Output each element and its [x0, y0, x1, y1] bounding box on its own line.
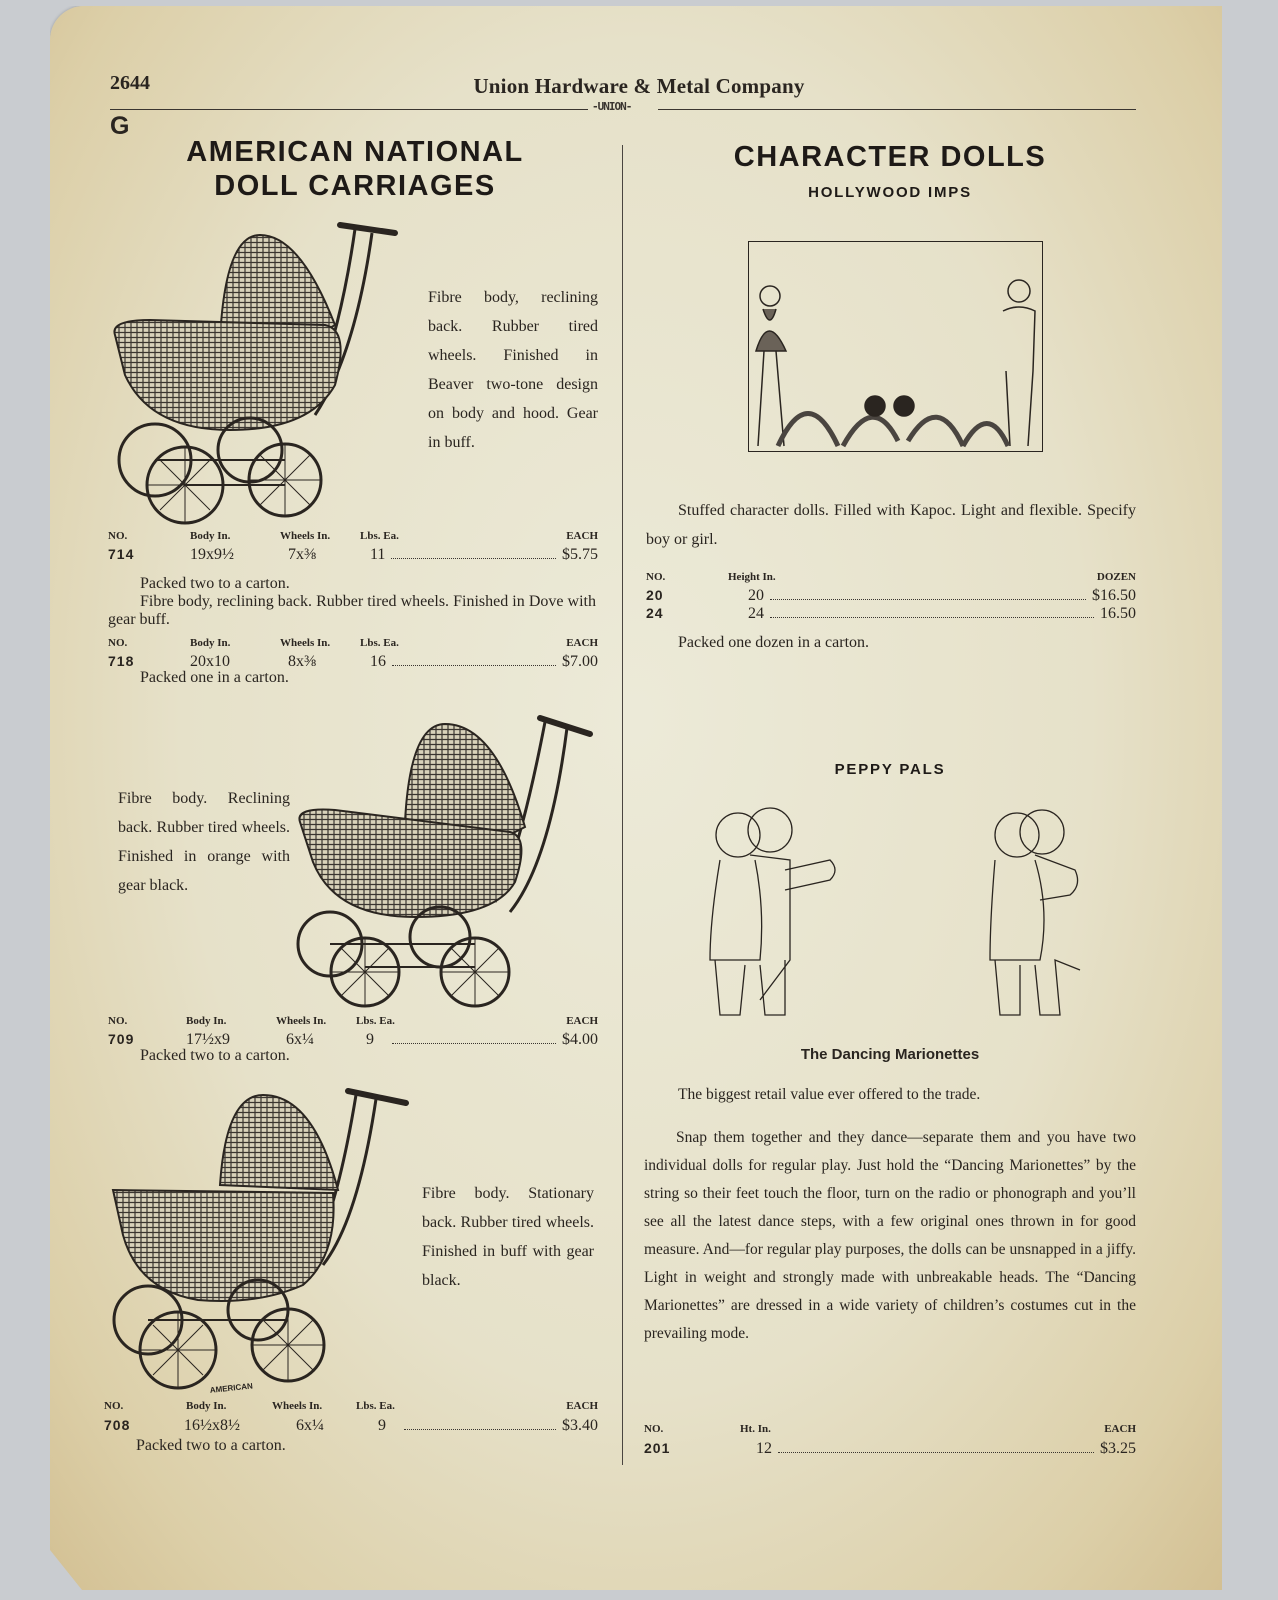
weight: 9 — [378, 1417, 386, 1434]
product-718-description: Fibre body, reclining back. Rubber tired wheels. Finished in Dove with gear buff. — [108, 593, 596, 628]
body-size: 19x9½ — [190, 546, 234, 563]
col-no: NO. — [108, 637, 128, 649]
col-no: NO. — [104, 1400, 124, 1412]
height: 12 — [756, 1440, 772, 1457]
header-rule-right — [658, 109, 1136, 110]
spec-row-714 — [108, 546, 598, 564]
product-708-description: Fibre body. Stationary back. Rubber tired wheels. Finished in buff with gear black. — [422, 1185, 594, 1289]
product-709-description: Fibre body. Reclining back. Rubber tired wheels. Finished in orange with gear black. — [118, 790, 290, 894]
col-height: Height In. — [728, 571, 776, 583]
section-letter: G — [110, 112, 130, 140]
body-size: 16½x8½ — [184, 1417, 240, 1434]
hollywood-row-24 — [646, 604, 1136, 623]
col-wheels: Wheels In. — [280, 637, 331, 649]
weight: 9 — [366, 1031, 374, 1048]
wheel-size: 7x⅜ — [288, 546, 316, 563]
weight: 11 — [370, 546, 386, 563]
wheel-size: 8x⅜ — [288, 653, 316, 670]
dancing-marionettes-caption — [690, 1046, 1090, 1064]
item-no: 718 — [108, 653, 135, 669]
height: 20 — [748, 587, 764, 604]
col-body: Body In. — [186, 1400, 227, 1412]
item-no: 708 — [104, 1417, 131, 1433]
packing-708: Packed two to a carton. — [136, 1437, 286, 1454]
col-lbs: Lbs. Ea. — [360, 637, 399, 649]
hollywood-imps-description: Stuffed character dolls. Filled with Kapoc. Light and flexible. Specify boy or girl. — [646, 502, 1136, 548]
col-body: Body In. — [186, 1015, 227, 1027]
col-height: Ht. In. — [740, 1423, 771, 1435]
dot-leader — [404, 1428, 556, 1430]
col-wheels: Wheels In. — [276, 1015, 327, 1027]
dot-leader — [392, 664, 556, 666]
union-ornament-icon: -UNION- — [592, 100, 632, 113]
col-each: EACH — [566, 530, 598, 542]
carriage-708-illustration — [108, 1085, 413, 1400]
hollywood-spec-header — [646, 571, 1136, 583]
page-number: 2644 — [110, 72, 150, 94]
hollywood-packing: Packed one dozen in a carton. — [678, 634, 870, 651]
price: $7.00 — [562, 653, 598, 670]
header-rule-left — [110, 109, 588, 110]
col-body: Body In. — [190, 530, 231, 542]
carriage-709-illustration — [295, 712, 600, 1017]
packing-714: Packed two to a carton. — [140, 575, 290, 592]
price: 16.50 — [1100, 605, 1136, 622]
price: $3.40 — [562, 1417, 598, 1434]
dot-leader — [391, 557, 556, 559]
item-no: 709 — [108, 1031, 135, 1047]
price: $3.25 — [1100, 1440, 1136, 1457]
peppy-pals-illustration — [690, 800, 1090, 1030]
column-divider — [622, 145, 623, 1465]
carriage-714-illustration — [110, 215, 410, 530]
col-no: NO. — [644, 1423, 664, 1435]
dot-leader — [770, 598, 1086, 600]
dot-leader — [392, 1042, 556, 1044]
item-no: 714 — [108, 546, 135, 562]
col-each: EACH — [566, 637, 598, 649]
caption-text: The Dancing Marionettes — [800, 1046, 980, 1063]
peppy-row-201 — [644, 1440, 1136, 1458]
col-no: NO. — [646, 571, 666, 583]
col-lbs: Lbs. Ea. — [360, 530, 399, 542]
col-each: EACH — [566, 1015, 598, 1027]
section-title-character-dolls: CHARACTER DOLLS — [733, 141, 1047, 173]
weight: 16 — [370, 653, 386, 670]
hollywood-row-20 — [646, 586, 1136, 605]
peppy-tagline: The biggest retail value ever offered to the trade. — [678, 1086, 981, 1103]
title-line-2: DOLL CARRIAGES — [214, 170, 496, 202]
hollywood-imps-subtitle: HOLLYWOOD IMPS — [808, 184, 972, 201]
col-lbs: Lbs. Ea. — [356, 1400, 395, 1412]
price: $16.50 — [1092, 587, 1136, 604]
col-wheels: Wheels In. — [272, 1400, 323, 1412]
spec-header-714 — [108, 530, 598, 542]
col-no: NO. — [108, 1015, 128, 1027]
col-dozen: DOZEN — [1096, 571, 1136, 583]
spec-row-708 — [104, 1417, 598, 1435]
peppy-spec-header — [644, 1423, 1136, 1435]
item-no: 201 — [644, 1440, 671, 1456]
packing-709: Packed two to a carton. — [140, 1047, 290, 1064]
dot-leader — [770, 616, 1094, 618]
col-no: NO. — [108, 530, 128, 542]
item-no: 20 — [646, 587, 664, 603]
item-no: 24 — [646, 605, 664, 621]
wheel-size: 6x¼ — [296, 1417, 324, 1434]
peppy-pals-subtitle: PEPPY PALS — [834, 761, 946, 778]
american-label: AMERICAN — [209, 1381, 254, 1395]
packing-718: Packed one in a carton. — [140, 669, 289, 686]
body-size: 20x10 — [190, 653, 230, 670]
col-each: EACH — [1104, 1423, 1136, 1435]
price: $4.00 — [562, 1031, 598, 1048]
hollywood-imps-illustration — [748, 241, 1041, 450]
col-each: EACH — [566, 1400, 598, 1412]
spec-header-718 — [108, 637, 598, 649]
company-name: Union Hardware & Metal Company — [473, 74, 805, 98]
peppy-body-text: Snap them together and they dance—separate them and you have two individual dolls for regular play. Just hold the “Dancing Marionettes” by the string so their feet touch the floor, turn on the radio or phonograph and you’ll see all the latest dance steps, with a few original ones thrown in for good measure. And—for regular play purposes, the dolls can be unsnapped in a jiffy. Light in weight and strongly made with unbreakable heads. The “Dancing Marionettes” are dressed in a wide variety of children’s costumes cut in the prevailing mode. — [644, 1129, 1136, 1342]
wheel-size: 6x¼ — [286, 1031, 314, 1048]
spec-header-708 — [104, 1400, 598, 1412]
spec-header-709 — [108, 1015, 598, 1027]
col-lbs: Lbs. Ea. — [356, 1015, 395, 1027]
product-714-description: Fibre body, reclining back. Rubber tired wheels. Finished in Beaver two-tone design on body and hood. Gear in buff. — [428, 289, 598, 451]
section-title-doll-carriages — [150, 135, 560, 203]
body-size: 17½x9 — [186, 1031, 230, 1048]
col-body: Body In. — [190, 637, 231, 649]
height: 24 — [748, 605, 764, 622]
title-line-1: AMERICAN NATIONAL — [186, 136, 524, 168]
dot-leader — [778, 1451, 1094, 1453]
price: $5.75 — [562, 546, 598, 563]
col-wheels: Wheels In. — [280, 530, 331, 542]
